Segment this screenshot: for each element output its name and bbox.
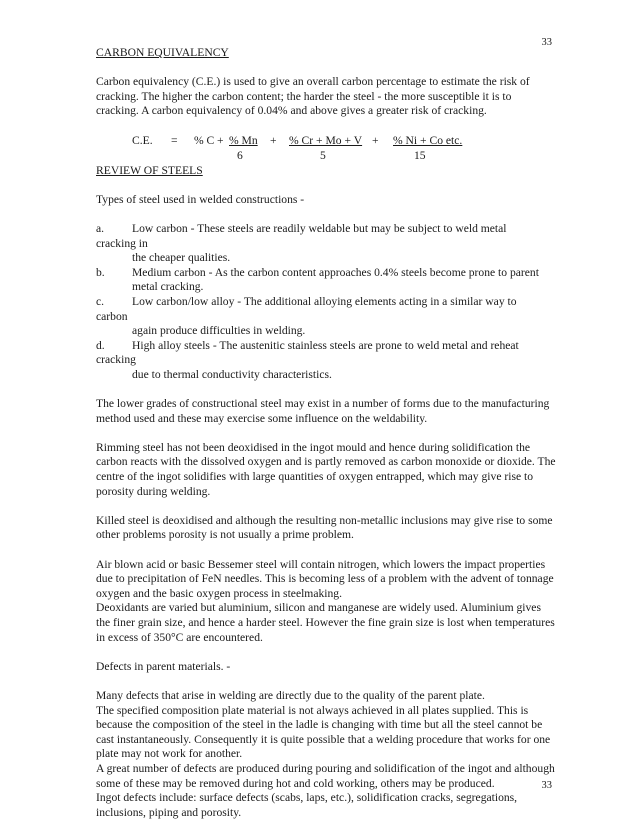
list-item (96, 266, 556, 295)
formula-denominator-5: 5 (320, 148, 326, 162)
lower-grades-paragraph: The lower grades of constructional steel may exist in a number of forms due to the manufacturing method used and these may exercise some influence on the weldability. (96, 397, 550, 425)
rimming-steel-paragraph: Rimming steel has not been deoxidised in the ingot mould and hence during solidification the carbon reacts with the dissolved oxygen and is partly removed as carbon monoxide or dioxide. The centre of the ingot solidifies with large quantities of oxygen entrapped, which may give rise to porosity during welding. (96, 440, 556, 498)
carbon-equivalency-paragraph: Carbon equivalency (C.E.) is used to give an overall carbon percentage to estimate the risk of cracking. The higher the carbon content; the harder the steel - the more susceptible it is to cracking. A carbon equivalency of 0.04% and above gives a greater risk of cracking. (96, 75, 530, 118)
list-item (96, 295, 556, 339)
list-continuation: due to thermal conductivity characteristics. (132, 367, 332, 381)
list-text: Low carbon - These steels are readily weldable but may be subject to weld metal (132, 221, 507, 235)
list-label: c. (96, 294, 105, 308)
page-number-bottom: 33 (541, 780, 552, 791)
formula-denominator-15: 15 (414, 148, 426, 162)
formula-manganese: % Mn (229, 133, 258, 147)
list-label: d. (96, 338, 105, 352)
list-text: High alloy steels - The austenitic stainless steels are prone to weld metal and reheat (132, 338, 519, 352)
formula-plus-3: + (372, 133, 379, 147)
formula-denominator-6: 6 (237, 148, 243, 162)
killed-steel-paragraph: Killed steel is deoxidised and although the resulting non-metallic inclusions may give rise to some other problems porosity is not usually a prime problem. (96, 513, 553, 542)
list-wrap: cracking (96, 353, 136, 367)
list-item (96, 339, 556, 383)
great-number-paragraph: A great number of defects are produced during pouring and solidification of the ingot and although some of these may be removed during hot and cold working, others may be produced. (96, 761, 555, 790)
list-label: b. (96, 265, 105, 279)
page-content (96, 46, 556, 820)
list-continuation: metal cracking. (132, 280, 204, 294)
page-number-top: 33 (541, 37, 552, 48)
formula-cr-mo-v: % Cr + Mo + V (289, 133, 363, 147)
specified-composition-paragraph: The specified composition plate material is not always achieved in all plates supplied. This is because the composition of the steel in the ladle is changing with time but all the steel cannot be cast instantaneously. Consequently it is quite possible that a welding procedure that works for one plate may not work for another. (96, 703, 551, 761)
list-text: Low carbon/low alloy - The additional alloying elements acting in a similar way to (132, 294, 517, 308)
defects-heading: Defects in parent materials. - (96, 659, 231, 673)
ingot-defects-paragraph: Ingot defects include: surface defects (scabs, laps, etc.), solidification cracks, segregations, inclusions, piping and porosity. (96, 791, 518, 819)
formula-plus-1: + (217, 133, 224, 147)
carbon-equivalency-heading: CARBON EQUIVALENCY (96, 46, 229, 59)
list-wrap: carbon (96, 309, 128, 323)
types-intro: Types of steel used in welded constructions - (96, 192, 305, 206)
carbon-equivalency-formula (96, 134, 556, 164)
formula-carbon: % C (194, 133, 215, 147)
list-continuation: the cheaper qualities. (132, 251, 231, 265)
list-continuation: again produce difficulties in welding. (132, 324, 306, 338)
air-blown-paragraph: Air blown acid or basic Bessemer steel will contain nitrogen, which lowers the impact properties due to precipitation of FeN needles. This is becoming less of a problem with the advent of tonnage oxygen and the basic oxygen process in steelmaking. (96, 557, 554, 600)
formula-ce: C.E. (132, 133, 153, 147)
formula-ni-co: % Ni + Co etc. (393, 133, 463, 147)
list-text: Medium carbon - As the carbon content approaches 0.4% steels become prone to parent (132, 265, 539, 279)
list-label: a. (96, 221, 105, 235)
list-item (96, 222, 556, 266)
formula-plus-2: + (270, 133, 277, 147)
review-of-steels-heading: REVIEW OF STEELS (96, 163, 203, 177)
deoxidants-paragraph: Deoxidants are varied but aluminium, silicon and manganese are widely used. Aluminium gives the finer grain size, and hence a harder steel. However the fine grain size is lost when temperatures in excess of 350°C are encountered. (96, 601, 555, 644)
list-wrap: cracking in (96, 236, 148, 250)
formula-equals: = (171, 133, 178, 147)
many-defects-paragraph: Many defects that arise in welding are directly due to the quality of the parent plate. (96, 688, 485, 702)
